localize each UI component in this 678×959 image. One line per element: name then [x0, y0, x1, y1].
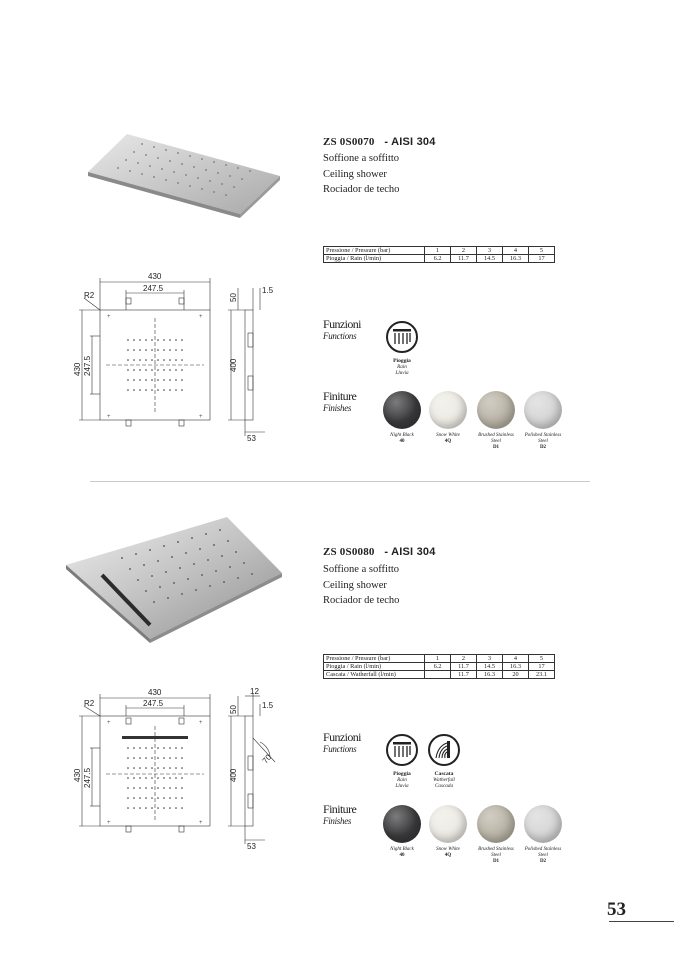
dim-thickness: 1.5 — [262, 701, 274, 710]
finish-label — [380, 847, 424, 859]
function-name: Pioggia — [393, 771, 411, 777]
dim-angle: 70 — [260, 752, 274, 766]
finish-code: D2 — [539, 859, 547, 864]
table-row — [324, 671, 555, 679]
finishes-title: Finiture — [323, 389, 357, 403]
table-cell: 5 — [529, 655, 555, 663]
table-row — [324, 655, 555, 663]
table-cell: 16.3 — [503, 663, 529, 671]
finish-label — [474, 433, 518, 451]
finish-name: Night Black — [390, 433, 414, 438]
dim-radius: R2 — [84, 291, 95, 300]
pressure-table — [323, 246, 555, 263]
svg-text:+: + — [107, 820, 111, 826]
product-code — [323, 546, 436, 558]
dim-thickness: 1.5 — [262, 286, 274, 295]
finish-code: D1 — [492, 859, 500, 864]
table-cell: 3 — [477, 247, 503, 255]
table-cell: 11.7 — [451, 671, 477, 679]
dim-base: 53 — [247, 842, 256, 851]
function-name-es: Lluvia — [395, 783, 409, 789]
finish-name: Brushed Stainless Steel — [478, 847, 514, 858]
finish-label — [426, 433, 470, 445]
product-names — [323, 151, 399, 198]
finish-label — [521, 433, 565, 451]
finish-swatch-snow-white — [429, 391, 467, 429]
finish-name: Polished Stainless Steel — [524, 433, 562, 444]
pressure-table — [323, 654, 555, 679]
finish-label — [474, 847, 518, 865]
table-cell: 3 — [477, 655, 503, 663]
functions-heading — [323, 731, 361, 755]
table-cell: 23.1 — [529, 671, 555, 679]
name-spanish: Rociador de techo — [323, 595, 400, 606]
svg-text:+: + — [199, 314, 203, 320]
svg-text:+: + — [199, 720, 203, 726]
table-header-label: Pressione / Pressure (bar) — [324, 655, 425, 663]
product-code-number: ZS 0S0080 — [323, 546, 375, 558]
rain-icon — [386, 321, 418, 353]
table-cell: 17 — [529, 255, 555, 263]
function-label-rain — [382, 358, 422, 376]
finish-swatch-night-black — [383, 805, 421, 843]
finish-name: Brushed Stainless Steel — [478, 433, 514, 444]
finish-code: D2 — [539, 445, 547, 450]
product-names — [323, 562, 399, 609]
finish-swatch-night-black — [383, 391, 421, 429]
dim-inner-width: 247.5 — [143, 699, 164, 708]
functions-title: Funzioni — [323, 730, 361, 744]
table-cell: 5 — [529, 247, 555, 255]
finish-code: 40 — [399, 439, 405, 444]
finish-label — [426, 847, 470, 859]
finishes-heading — [323, 390, 356, 414]
dim-radius: R2 — [84, 699, 95, 708]
table-cell: 1 — [425, 655, 451, 663]
dim-width: 430 — [148, 272, 162, 281]
rain-icon — [386, 734, 418, 766]
table-cell: 4 — [503, 247, 529, 255]
dim-side-top: 50 — [229, 705, 238, 714]
finish-swatch-brushed-steel — [477, 391, 515, 429]
dim-height: 430 — [73, 362, 82, 376]
section-divider — [90, 481, 590, 482]
dim-inner-height: 247.5 — [83, 355, 92, 376]
finish-swatch-polished-steel — [524, 391, 562, 429]
table-cell — [425, 671, 451, 679]
technical-drawing-1 — [70, 268, 295, 448]
table-row-label: Pioggia / Rain (l/min) — [324, 255, 425, 263]
dim-inner-height: 247.5 — [83, 767, 92, 788]
table-cell: 14.5 — [477, 255, 503, 263]
finish-name: Night Black — [390, 847, 414, 852]
name-italian: Soffione a soffitto — [323, 153, 400, 164]
function-name-en: Rain — [397, 777, 407, 783]
dim-side-height: 400 — [229, 768, 238, 782]
table-cell: 1 — [425, 247, 451, 255]
function-label-waterfall — [424, 771, 464, 789]
name-spanish: Rociador de techo — [323, 184, 400, 195]
svg-text:+: + — [199, 820, 203, 826]
function-name-es: Lluvia — [395, 370, 409, 376]
name-english: Ceiling shower — [323, 168, 387, 180]
table-cell: 16.3 — [477, 671, 503, 679]
dim-inner-width: 247.5 — [143, 284, 164, 293]
table-header-label: Pressione / Pressure (bar) — [324, 247, 425, 255]
table-row — [324, 247, 555, 255]
finish-swatch-snow-white — [429, 805, 467, 843]
function-label-rain — [382, 771, 422, 789]
table-row-label: Cascata / Watherfall (l/min) — [324, 671, 425, 679]
finish-code: 40 — [399, 853, 405, 858]
finish-swatch-brushed-steel — [477, 805, 515, 843]
functions-title: Funzioni — [323, 317, 361, 331]
finishes-title: Finiture — [323, 802, 357, 816]
product-code — [323, 136, 436, 148]
product-material: - AISI 304 — [384, 546, 436, 558]
table-cell: 2 — [451, 247, 477, 255]
finish-code: 4Q — [444, 853, 452, 858]
svg-text:+: + — [199, 414, 203, 420]
product-code-number: ZS 0S0070 — [323, 136, 375, 148]
finish-label — [380, 433, 424, 445]
table-row — [324, 663, 555, 671]
waterfall-icon — [428, 734, 460, 766]
function-name-es: Cascada — [434, 783, 454, 789]
dim-top-12: 12 — [250, 687, 259, 696]
svg-text:+: + — [107, 414, 111, 420]
page-number-rule — [609, 921, 674, 922]
table-cell: 6.2 — [425, 255, 451, 263]
svg-text:+: + — [107, 314, 111, 320]
finish-code: 4Q — [444, 439, 452, 444]
table-cell: 17 — [529, 663, 555, 671]
page-number: 53 — [607, 899, 626, 920]
finish-label — [521, 847, 565, 865]
function-name: Pioggia — [393, 358, 411, 364]
dim-side-top: 50 — [229, 293, 238, 302]
technical-drawing-2 — [70, 686, 295, 854]
product-photo-ceiling-shower-1 — [82, 130, 287, 220]
product-photo-ceiling-shower-2 — [62, 513, 292, 645]
functions-subtitle: Functions — [323, 744, 357, 754]
table-cell: 2 — [451, 655, 477, 663]
dim-width: 430 — [148, 688, 162, 697]
name-italian: Soffione a soffitto — [323, 564, 400, 575]
table-cell: 16.3 — [503, 255, 529, 263]
product-material: - AISI 304 — [384, 136, 436, 148]
function-name-en: Rain — [397, 364, 407, 370]
dim-side-height: 400 — [229, 358, 238, 372]
dim-height: 430 — [73, 768, 82, 782]
table-row-label: Pioggia / Rain (l/min) — [324, 663, 425, 671]
function-name-en: Watherfall — [433, 777, 455, 783]
table-cell: 11.7 — [451, 663, 477, 671]
table-cell: 20 — [503, 671, 529, 679]
finish-swatch-polished-steel — [524, 805, 562, 843]
functions-subtitle: Functions — [323, 331, 357, 341]
svg-text:+: + — [107, 720, 111, 726]
table-cell: 4 — [503, 655, 529, 663]
name-english: Ceiling shower — [323, 579, 387, 591]
table-cell: 11.7 — [451, 255, 477, 263]
finishes-heading — [323, 803, 356, 827]
finish-code: D1 — [492, 445, 500, 450]
table-row — [324, 255, 555, 263]
function-name: Cascata — [434, 771, 454, 777]
table-cell: 14.5 — [477, 663, 503, 671]
dim-base: 53 — [247, 434, 256, 443]
finishes-subtitle: Finishes — [323, 816, 352, 826]
functions-heading — [323, 318, 361, 342]
finishes-subtitle: Finishes — [323, 403, 352, 413]
finish-name: Snow White — [436, 847, 460, 852]
table-cell: 6.2 — [425, 663, 451, 671]
finish-name: Snow White — [436, 433, 460, 438]
finish-name: Polished Stainless Steel — [524, 847, 562, 858]
